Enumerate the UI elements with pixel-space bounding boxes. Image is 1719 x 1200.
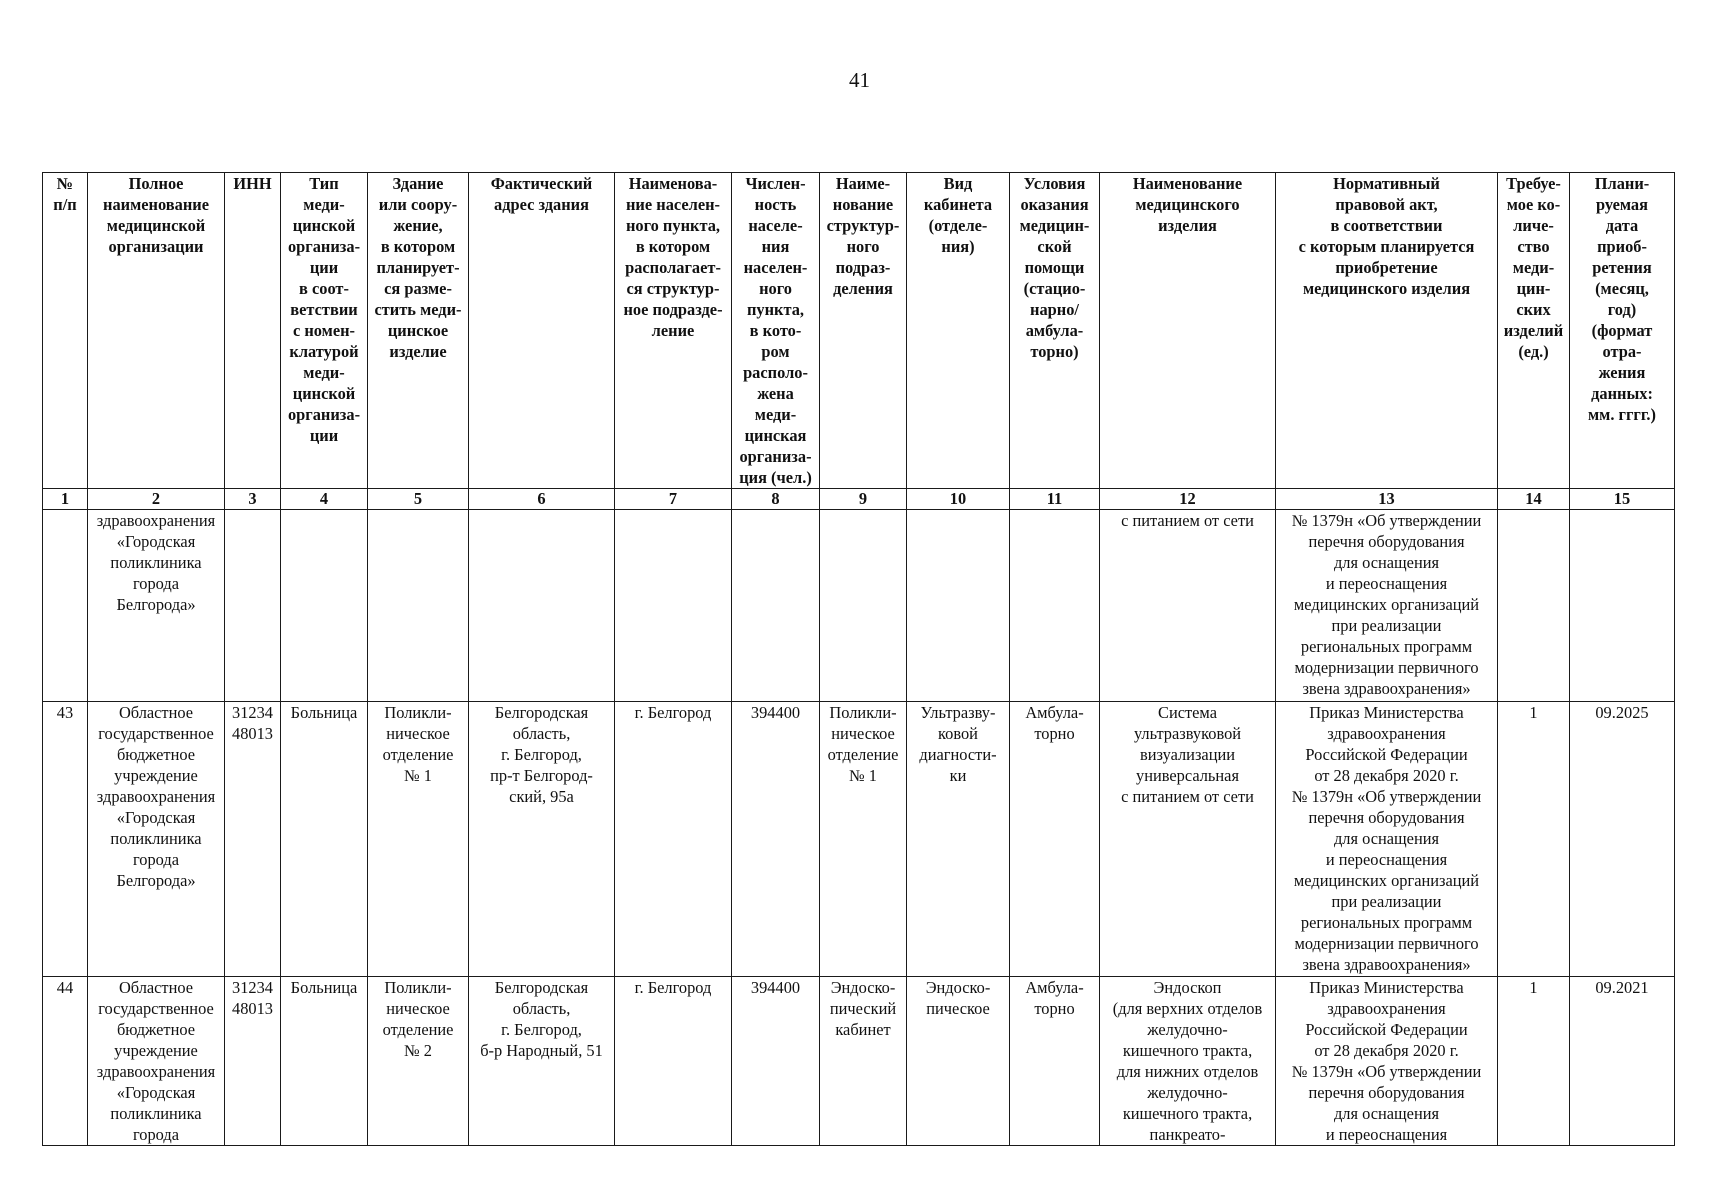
column-number: 13 <box>1276 489 1498 510</box>
building-cell: Поликли- ническое отделение № 2 <box>368 977 469 1146</box>
office-type-cell: Эндоско- пическое <box>907 977 1010 1146</box>
table-row <box>43 702 1675 977</box>
legal-act-cell: Приказ Министерства здравоохранения Российской Федерации от 28 декабря 2020 г. № 1379н «Об утверждении перечня оборудования для оснащения и переоснащения <box>1276 977 1498 1146</box>
quantity-cell: 1 <box>1498 702 1570 977</box>
office-type-cell: Ультразву- ковой диагности- ки <box>907 702 1010 977</box>
column-number: 10 <box>907 489 1010 510</box>
column-number: 14 <box>1498 489 1570 510</box>
population-cell: 394400 <box>732 702 820 977</box>
care-conditions-cell: Амбула- торно <box>1010 702 1100 977</box>
address-cell <box>469 510 615 702</box>
locality-cell: г. Белгород <box>615 977 732 1146</box>
building-cell <box>368 510 469 702</box>
care-conditions-cell <box>1010 510 1100 702</box>
column-number: 5 <box>368 489 469 510</box>
column-number: 8 <box>732 489 820 510</box>
header-row <box>43 173 1675 489</box>
column-header: № п/п <box>43 173 88 489</box>
org-type-cell: Больница <box>281 977 368 1146</box>
column-number-row <box>43 489 1675 510</box>
quantity-cell <box>1498 510 1570 702</box>
column-header: Тип меди- цинской организа- ции в соот- ветствии с номен- клатурой меди- цинской организа- ции <box>281 173 368 489</box>
column-number: 3 <box>225 489 281 510</box>
column-number: 7 <box>615 489 732 510</box>
quantity-cell: 1 <box>1498 977 1570 1146</box>
equipment-table <box>42 172 1675 1146</box>
page-number: 41 <box>849 68 870 92</box>
column-number: 12 <box>1100 489 1276 510</box>
column-header: Требуе- мое ко- личе- ство меди- цин- ских изделий (ед.) <box>1498 173 1570 489</box>
legal-act-cell: Приказ Министерства здравоохранения Российской Федерации от 28 декабря 2020 г. № 1379н «Об утверждении перечня оборудования для оснащения и переоснащения медицинских организаций при реализации региональных программ модернизации первичного звена здравоохранения» <box>1276 702 1498 977</box>
organization-name-cell: здравоохранения «Городская поликлиника города Белгорода» <box>88 510 225 702</box>
column-header: Числен- ность населе- ния населен- ного пункта, в кото- ром располо- жена меди- цинская организа- ция (чел.) <box>732 173 820 489</box>
device-name-cell: с питанием от сети <box>1100 510 1276 702</box>
subdivision-cell: Эндоско- пический кабинет <box>820 977 907 1146</box>
address-cell: Белгородская область, г. Белгород, пр-т Белгород- ский, 95а <box>469 702 615 977</box>
population-cell: 394400 <box>732 977 820 1146</box>
column-number: 9 <box>820 489 907 510</box>
column-header: Наиме- нование структур- ного подраз- деления <box>820 173 907 489</box>
subdivision-cell <box>820 510 907 702</box>
device-name-cell: Система ультразвуковой визуализации универсальная с питанием от сети <box>1100 702 1276 977</box>
legal-act-cell: № 1379н «Об утверждении перечня оборудования для оснащения и переоснащения медицинских организаций при реализации региональных программ модернизации первичного звена здравоохранения» <box>1276 510 1498 702</box>
column-header: Здание или соору- жение, в котором планирует- ся разме- стить меди- цинское изделие <box>368 173 469 489</box>
subdivision-cell: Поликли- ническое отделение № 1 <box>820 702 907 977</box>
row-index-cell: 44 <box>43 977 88 1146</box>
column-number: 6 <box>469 489 615 510</box>
planned-date-cell <box>1570 510 1675 702</box>
column-header: Наименова- ние населен- ного пункта, в котором располагает- ся структур- ное подразде- ление <box>615 173 732 489</box>
table-row <box>43 510 1675 702</box>
inn-cell: 31234 48013 <box>225 702 281 977</box>
organization-name-cell: Областное государственное бюджетное учреждение здравоохранения «Городская поликлиника города <box>88 977 225 1146</box>
table-row <box>43 977 1675 1146</box>
device-name-cell: Эндоскоп (для верхних отделов желудочно- кишечного тракта, для нижних отделов желудочно- кишечного тракта, панкреато- <box>1100 977 1276 1146</box>
column-header: Вид кабинета (отделе- ния) <box>907 173 1010 489</box>
column-header: Условия оказания медицин- ской помощи (стацио- нарно/ амбула- торно) <box>1010 173 1100 489</box>
building-cell: Поликли- ническое отделение № 1 <box>368 702 469 977</box>
planned-date-cell: 09.2025 <box>1570 702 1675 977</box>
column-number: 2 <box>88 489 225 510</box>
row-index-cell <box>43 510 88 702</box>
organization-name-cell: Областное государственное бюджетное учреждение здравоохранения «Городская поликлиника города Белгорода» <box>88 702 225 977</box>
column-number: 4 <box>281 489 368 510</box>
column-header: Плани- руемая дата приоб- ретения (месяц, год) (формат отра- жения данных: мм. гггг.) <box>1570 173 1675 489</box>
row-index-cell: 43 <box>43 702 88 977</box>
planned-date-cell: 09.2021 <box>1570 977 1675 1146</box>
org-type-cell <box>281 510 368 702</box>
inn-cell: 31234 48013 <box>225 977 281 1146</box>
org-type-cell: Больница <box>281 702 368 977</box>
office-type-cell <box>907 510 1010 702</box>
column-header: ИНН <box>225 173 281 489</box>
column-header: Фактический адрес здания <box>469 173 615 489</box>
column-header: Полное наименование медицинской организации <box>88 173 225 489</box>
column-number: 11 <box>1010 489 1100 510</box>
inn-cell <box>225 510 281 702</box>
column-header: Нормативный правовой акт, в соответствии с которым планируется приобретение медицинского изделия <box>1276 173 1498 489</box>
address-cell: Белгородская область, г. Белгород, б-р Народный, 51 <box>469 977 615 1146</box>
care-conditions-cell: Амбула- торно <box>1010 977 1100 1146</box>
locality-cell <box>615 510 732 702</box>
population-cell <box>732 510 820 702</box>
column-number: 15 <box>1570 489 1675 510</box>
column-header: Наименование медицинского изделия <box>1100 173 1276 489</box>
column-number: 1 <box>43 489 88 510</box>
locality-cell: г. Белгород <box>615 702 732 977</box>
